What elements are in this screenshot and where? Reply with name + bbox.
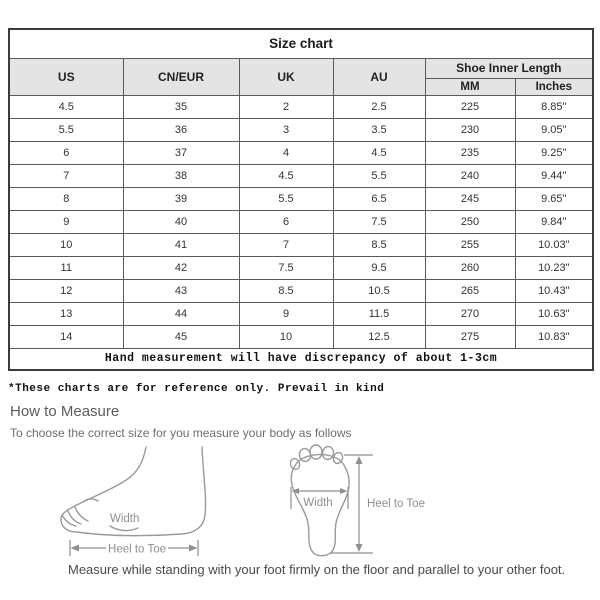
table-title-row	[9, 29, 593, 58]
size-cell: 10.63"	[515, 302, 593, 325]
size-cell: 260	[425, 256, 515, 279]
size-chart-title: Size chart	[9, 29, 593, 58]
size-cell: 250	[425, 210, 515, 233]
top-width-label: Width	[303, 497, 333, 509]
size-cell: 9.44"	[515, 164, 593, 187]
foot-side-view-diagram	[55, 445, 245, 570]
size-cell: 8.5	[333, 233, 425, 256]
toe-icon	[289, 457, 301, 470]
col-header-inches: Inches	[515, 78, 593, 95]
size-cell: 240	[425, 164, 515, 187]
size-cell: 8	[9, 187, 123, 210]
size-cell: 2	[239, 95, 333, 118]
arrowhead-up-icon	[356, 456, 363, 464]
size-cell: 10.23"	[515, 256, 593, 279]
size-cell: 270	[425, 302, 515, 325]
size-cell: 40	[123, 210, 239, 233]
table-row	[9, 325, 593, 348]
size-cell: 7.5	[239, 256, 333, 279]
size-cell: 5.5	[239, 187, 333, 210]
size-cell: 10.5	[333, 279, 425, 302]
size-cell: 4.5	[239, 164, 333, 187]
reference-note: *These charts are for reference only. Prevail in kind	[8, 383, 385, 395]
size-cell: 12.5	[333, 325, 425, 348]
table-footnote-row	[9, 348, 593, 370]
size-cell: 5.5	[333, 164, 425, 187]
size-cell: 39	[123, 187, 239, 210]
size-cell: 10	[9, 233, 123, 256]
size-cell: 7	[9, 164, 123, 187]
size-cell: 235	[425, 141, 515, 164]
col-header-shoe-inner-length: Shoe Inner Length	[425, 58, 593, 78]
size-cell: 9.05"	[515, 118, 593, 141]
table-row	[9, 164, 593, 187]
size-cell: 4.5	[333, 141, 425, 164]
table-row	[9, 187, 593, 210]
size-cell: 36	[123, 118, 239, 141]
size-cell: 10.43"	[515, 279, 593, 302]
size-cell: 2.5	[333, 95, 425, 118]
size-cell: 42	[123, 256, 239, 279]
size-cell: 37	[123, 141, 239, 164]
size-cell: 10.83"	[515, 325, 593, 348]
size-cell: 6	[239, 210, 333, 233]
size-cell: 9	[9, 210, 123, 233]
table-footnote: Hand measurement will have discrepancy of about 1-3cm	[9, 348, 593, 370]
arrowhead-down-icon	[356, 544, 363, 552]
measure-instruction: Measure while standing with your foot firmly on the floor and parallel to your other foot.	[68, 562, 566, 577]
size-cell: 41	[123, 233, 239, 256]
size-cell: 38	[123, 164, 239, 187]
col-header-uk: UK	[239, 58, 333, 95]
table-row	[9, 210, 593, 233]
table-row	[9, 95, 593, 118]
size-cell: 11	[9, 256, 123, 279]
table-row	[9, 233, 593, 256]
side-width-label: Width	[110, 513, 140, 525]
col-header-us: US	[9, 58, 123, 95]
toe-line-icon	[75, 507, 88, 521]
side-heel-to-toe-label: Heel to Toe	[108, 543, 166, 556]
table-row	[9, 141, 593, 164]
size-cell: 35	[123, 95, 239, 118]
size-cell: 10.03"	[515, 233, 593, 256]
how-to-measure-heading: How to Measure	[10, 403, 120, 420]
size-cell: 7	[239, 233, 333, 256]
size-cell: 9	[239, 302, 333, 325]
size-cell: 9.84"	[515, 210, 593, 233]
size-cell: 13	[9, 302, 123, 325]
size-cell: 9.5	[333, 256, 425, 279]
size-cell: 12	[9, 279, 123, 302]
size-cell: 230	[425, 118, 515, 141]
size-cell: 3.5	[333, 118, 425, 141]
table-row	[9, 118, 593, 141]
foot-top-view-diagram	[283, 443, 433, 565]
size-cell: 245	[425, 187, 515, 210]
table-row	[9, 256, 593, 279]
size-cell: 5.5	[9, 118, 123, 141]
size-cell: 9.25"	[515, 141, 593, 164]
size-cell: 265	[425, 279, 515, 302]
size-cell: 225	[425, 95, 515, 118]
toe-icon	[322, 446, 335, 460]
top-heel-to-toe-label: Heel to Toe	[367, 498, 425, 510]
size-cell: 4	[239, 141, 333, 164]
table-row	[9, 302, 593, 325]
size-cell: 14	[9, 325, 123, 348]
size-cell: 6.5	[333, 187, 425, 210]
table-header-row	[9, 58, 593, 78]
size-cell: 275	[425, 325, 515, 348]
table-row	[9, 279, 593, 302]
size-chart-table	[8, 28, 594, 371]
size-cell: 4.5	[9, 95, 123, 118]
how-to-measure-subtitle: To choose the correct size for you measure your body as follows	[10, 426, 352, 440]
size-cell: 43	[123, 279, 239, 302]
size-cell: 44	[123, 302, 239, 325]
toe-icon	[310, 445, 322, 459]
size-cell: 45	[123, 325, 239, 348]
col-header-au: AU	[333, 58, 425, 95]
size-cell: 9.65"	[515, 187, 593, 210]
arrowhead-right-icon	[189, 545, 198, 552]
size-cell: 7.5	[333, 210, 425, 233]
size-cell: 3	[239, 118, 333, 141]
arrowhead-left-icon	[71, 545, 80, 552]
col-header-mm: MM	[425, 78, 515, 95]
size-cell: 255	[425, 233, 515, 256]
size-table-body	[9, 95, 593, 348]
size-cell: 11.5	[333, 302, 425, 325]
col-header-cneur: CN/EUR	[123, 58, 239, 95]
size-cell: 6	[9, 141, 123, 164]
arrowhead-right-icon	[340, 488, 348, 494]
size-cell: 8.5	[239, 279, 333, 302]
size-cell: 10	[239, 325, 333, 348]
size-cell: 8.85"	[515, 95, 593, 118]
arch-line-icon	[110, 526, 138, 531]
